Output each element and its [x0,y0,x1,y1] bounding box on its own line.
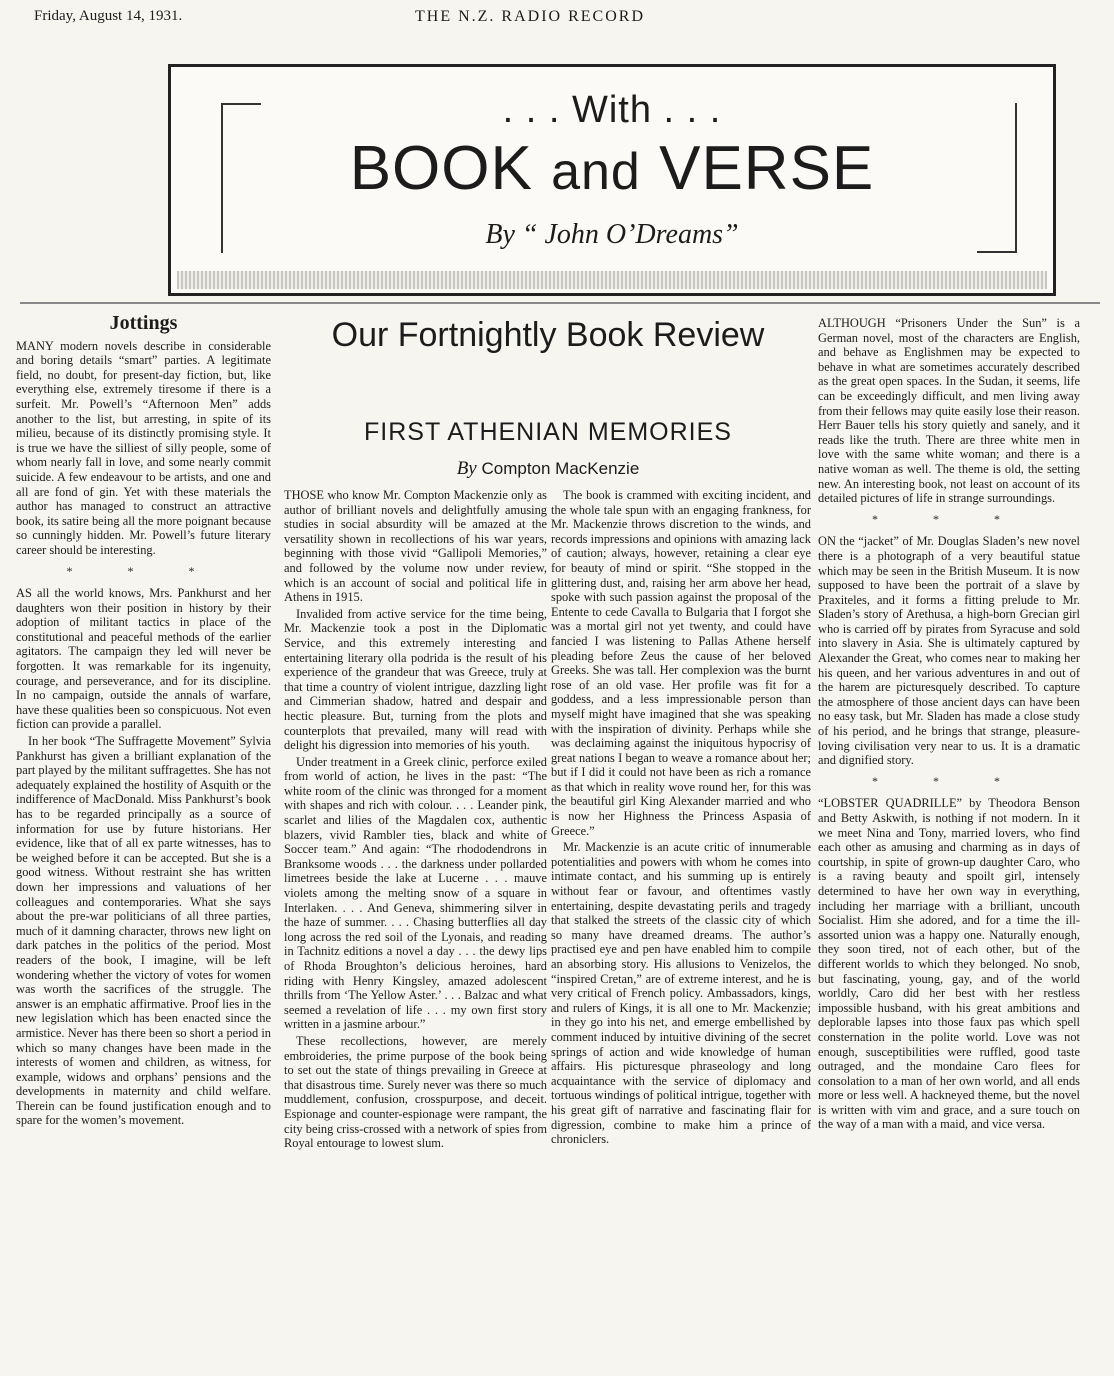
section-rule [20,302,1100,304]
review-byline [278,458,818,480]
issue-date: Friday, August 14, 1931. [34,8,183,24]
review-by-word: By [456,458,477,479]
jottings-paragraph: MANY modern novels describe in considerable and boring details “smart” parties. A legitimate field, no doubt, for present-day fiction, but, like everything else, extremely tiresome if there is a surfeit. Mr. Powell’s “Afternoon Men” adds another to the list, but arresting, in spite of its milieu, because of its distinctly promising style. It is true we have the silliest of silly people, some of whom nearly fall in love, and some nearly commit suicide. A few endeavour to be artists, and one and all are fond of gin. Yet with these materials the author has managed to construct an attractive book, its satire being all the more poignant because so cunningly hidden. Mr. Powell’s future literary career should be interesting. [16,338,271,557]
section-separator: * * * [872,511,1026,526]
review-column-right [551,488,811,1149]
notes-column [818,316,1080,1134]
review-paragraph: Invalided from active service for the time being, Mr. Mackenzie took a post in the Diplomatic Service, and this extremely interesting and entertaining literary olla podrida is the result of his experience of the grandeur that was Greece, truly at that time a country of violent intrigue, dazzling light and Cimmerian shadow, hatred and despair and hectic pleasure. But, turning from the plots and counterplots that prevailed, many will read with delight his digression into memories of his youth. [284,606,547,753]
notes-paragraph: ALTHOUGH “Prisoners Under the Sun” is a German novel, most of the characters are English, and behave as Englishmen may be expected to behave in what are sometimes accurately described as the great open spaces. In the Sudan, it seems, life can be exceedingly difficult, and men living away from their fellows may quite easily lose their reason. Herr Bauer tells his story quietly and sanely, and it reads like the truth. There are three white men in love with the same white woman; and there is a native woman as well. The theme is old, the setting new. An interesting book, not least on account of its detailed pictures of life in strange surroundings. [818,316,1080,506]
section-separator: * * * [872,773,1026,788]
publication-title: THE N.Z. RADIO RECORD [415,8,645,25]
masthead-title-verse: VERSE [659,134,875,203]
review-title: Our Fortnightly Book Review [331,316,765,354]
masthead-with-line: . . . With . . . [502,89,722,131]
masthead-title-book: BOOK [349,134,533,203]
masthead-title-and: and [551,143,641,201]
notes-paragraph: ON the “jacket” of Mr. Douglas Sladen’s new novel there is a photograph of a very beautiful statue which may be seen in the British Museum. It is now supposed to have been the portrait of a slave by Praxiteles, and it forms a fitting prelude to Mr. Sladen’s story of Arethusa, a high-born Grecian girl who is carried off by pirates from Syracuse and sold into slavery in Asia. She is ultimately captured by Alexander the Great, who comes near to making her his queen, and her various adventures in and out of the harem are picturesquely described. To capture the atmosphere of those ancient days can have been no easy task, but Mr. Sladen has made a close study of his period, and he brings that strange, pleasure-loving civilisation very near to us. It is a dramatic and dignified story. [818,534,1080,768]
review-column-left [284,488,547,1153]
review-paragraph: Under treatment in a Greek clinic, perforce exiled from world of action, he lives in the past: “The white room of the clinic was thronged for a moment with shapes and rich with colour. . . . Leander pink, scarlet and lilies of the Magdalen cox, authentic blazers, vivid Rambler ties, black and white of Soccer team.” And again: “The rhododendrons in Branksome woods . . . the darkness under pollarded limetrees beside the lake at Lucerne . . . mauve violets among the melting snow of a square in Interlaken. . . . And Geneva, shimmering silver in the haze of summer. . . . Chasing butterflies all day long across the red soil of the Lyonais, and reading in Tachnitz editions a novel a day . . . the dewy lips of Rhoda Broughton’s delicious heroines, hard riding with Henry Kingsley, amazed adolescent thrills from ‘The Yellow Aster.’ . . . Balzac and what seemed a revelation of life . . . my own first story written in a jasmine arbour.” [284,754,547,1032]
masthead-byline: By “ John O’Dreams” [485,219,739,250]
jottings-column [16,312,271,1130]
jottings-heading: Jottings [109,312,178,334]
review-subtitle: FIRST ATHENIAN MEMORIES [364,418,732,446]
jottings-paragraph: AS all the world knows, Mrs. Pankhurst and her daughters won their position in history by their adoption of militant tactics in place of the constitutional and peaceful methods of the earlier agitators. The campaign they led will never be forgotten. It was remarkable for its ingenuity, courage, and perseverance, and for its discipline. In no campaign, outside the annals of warfare, have these qualities been so conspicuous. Not even fiction can provide a parallel. [16,586,271,732]
review-paragraph: Mr. Mackenzie is an acute critic of innumerable potentialities and powers with whom he comes into intimate contact, and his summing up is entirely without fear or favour, and oftentimes vastly entertaining, despite devastating perils and tragedy that stalked the streets of the classic city of which so many have dreamed dreams. The author’s practised eye and pen have enabled him to compile an absorbing story. His allusions to Venizelos, the “inspired Cretan,” are of extreme interest, and he is very critical of French policy. Ambassadors, kings, and rulers of Kings, it is all one to Mr. Mackenzie; in they go into his net, and emerge embellished by comment induced by intuitive divining of the secret springs of action and wide knowledge of human affairs. His picturesque phraseology and long acquaintance with the service of diplomacy and tortuous windings of political intrigue, together with his great gift of narrative and fascinating flair for digression, combine to make him a prince of chroniclers. [551,840,811,1147]
masthead-title [171,133,1053,204]
review-paragraph: These recollections, however, are merely embroideries, the prime purpose of the book being to set out the state of things prevailing in Greece at that disastrous time. Surely never was there so much muddlement, confusion, crosspurpose, and deceit. Espionage and counter-espionage were rampant, the city being criss-crossed with a network of spies from Royal entourage to lowest slum. [284,1033,547,1151]
notes-paragraph: “LOBSTER QUADRILLE” by Theodora Benson and Betty Askwith, is nothing if not modern. In it we meet Nina and Tony, married lovers, who find each other as amusing and charming as in days of courtship, in spite of grown-up daughter Caro, who is a raving beauty and spoilt girl, intensely determined to have her own way in everything, including her marriage with a brilliant, uncouth Socialist. Him she adored, and for a time the ill-assorted union was a happy one. Naturally enough, they soon tired, not of each other, but of the different worlds to which they belonged. No snob, but fascinating, young, gay, and of the world worldly, Caro did her best with her restless impossible husband, with his great ambitions and deplorable lapses into those faux pas which spell consternation in the polite world. Love was not enough, susceptibilities were ruffled, good taste outraged, and the mondaine Caro flees for consolation to a man of her own world, and all ends more or less well. A hackneyed theme, but the novel is written with vim and grace, and a sure touch on the way of a man with a maid, and vice versa. [818,796,1080,1132]
masthead-shading [177,271,1047,289]
review-author: Compton MacKenzie [481,459,640,478]
jottings-paragraph: In her book “The Suffragette Movement” Sylvia Pankhurst has given a brilliant explanation of the part played by the militant suffragettes. She has not adequately explained the hostility of Asquith or the indifference of MacDonald. Miss Pankhurst’s book has to be regarded principally as a source of information for use by future historians. Her evidence, like that of all ex parte witnesses, has to be weighed before it can be accepted. But she is a good witness. Without restraint she has written down her impressions and valuations of her colleagues and contemporaries. What she says about the pre-war politicians of all three parties, much of it damning character, throws new light on dark patches in the politics of the period. Most readers of the book, I imagine, will be left wondering whether the victory of votes for women was worth the sacrifices of the struggle. The answer is an emphatic affirmative. Proof lies in the new legislation which has been enacted since the armistice. Never has there been so short a period in which so many changes have been made in the interests of women and children, as witness, for example, widows and orphans’ pensions and the developments in maternity and child welfare. Therein can be found justification enough and to spare for the women’s movement. [16,734,271,1128]
section-separator: * * * [66,563,221,578]
review-paragraph: THOSE who know Mr. Compton Mackenzie only as author of brilliant novels and delightfully amusing studies in social absurdity will be amazed at the versatility shown in recollections of his war years, beginning with those vivid “Gallipoli Memories,” and followed by the volume now under review, which is an account of social and political life in Athens in 1915. [284,488,547,605]
section-masthead [168,64,1056,296]
review-paragraph: The book is crammed with exciting incident, and the whole tale spun with an engaging frankness, for Mr. Mackenzie throws discretion to the winds, and records impressions and opinions with amazing lack of caution; always, however, retaining a clear eye for beauty of mind or spirit. “She stopped in the glittering dust, and, raising her arm above her head, spoke with such passion against the proposal of the Entente to cede Cavalla to Bulgaria that I forgot she was a mortal girl not yet twenty, and could have fancied I was listening to Pallas Athene herself pleading before Zeus the cause of her beloved Greeks. She was tall. Her complexion was the burnt rose of an old vase. Her profile was fit for a goddess, and a less impressionable person than myself might have imagined that she was speaking with the inspiration of divinity. Perhaps while she was declaiming against the iniquitous hypocrisy of great nations I began to weave a romance about her; but if I did it could not have been as rich a romance as that which in reality wove round her, for this was the beautiful girl King Alexander married and who is now her Highness the Princess Aspasia of Greece.” [551,488,811,838]
